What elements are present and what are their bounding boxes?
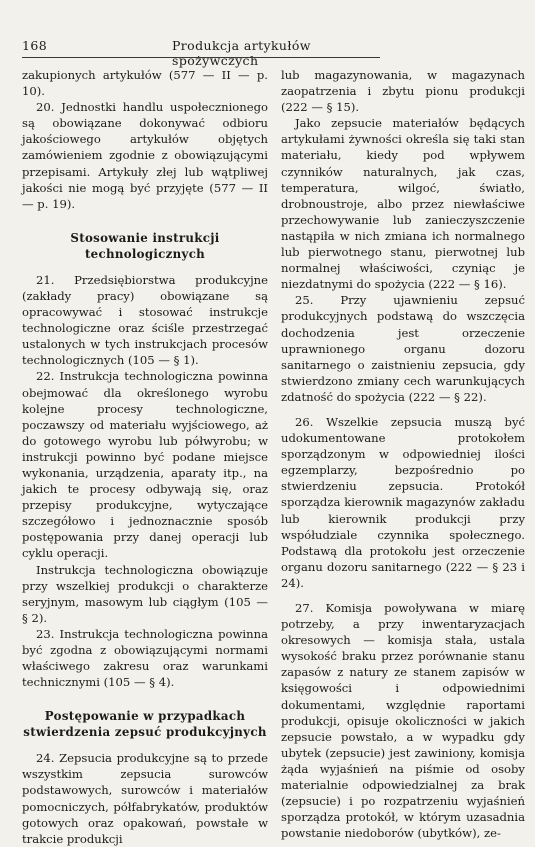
right-column [281, 67, 525, 841]
paragraph-definition: Jako zepsucie materiałów będących artykułami żywności określa się taki stan materiału, kiedy pod wpływem czynników naturalnych, jak czas, temperatura, wilgoć, światło, drobnoustroje, albo przez niewłaściwe przechowywanie lub zanieczyszczenie nastąpiła w nich zmiana ich normalnego lub pierwotnego stanu, pierwotnej lub normalnej właściwości, czyniąc je niezdatnymi do spożycia (222 — § 16). [281, 116, 525, 292]
running-title: Produkcja artykułów spożywczych [172, 38, 311, 68]
section-heading-spoilage: Postępowanie w przypadkach stwierdzenia zepsuć produkcyjnych [23, 709, 267, 740]
header-rule [22, 57, 380, 58]
paragraph-continuation-right: lub magazynowania, w magazynach zaopatrzenia i zbytu pionu produkcji (222 — § 15). [281, 68, 525, 115]
paragraph-22: 22. Instrukcja technologiczna powinna obejmować dla określonego wyrobu kolejne procesy technologiczne, poczawszy od materiału wyjściowego, aż do gotowego wyrobu lub półwyrobu; w instrukcji powinno być podane miejsce wykonania, urządzenia, aparaty itp., na jakich te procesy odbywają się, oraz przepisy produkcyjne, wytyczające szczegółowo i jednoznacznie sposób postępowania przy danej operacji lub cyklu operacji. [22, 369, 268, 561]
paragraph-continuation: zakupionych artykułów (577 — II — p. 10). [22, 68, 268, 99]
paragraph-21: 21. Przedsiębiorstwa produkcyjne (zakłady pracy) obowiązane są opracowywać i stosować instrukcje technologiczne oraz ściśle przestrzegać ustalonych w tych instrukcjach procesów technologicznych (105 — § 1). [22, 272, 268, 368]
paragraph-20: 20. Jednostki handlu uspołecznionego są obowiązane dokonywać odbioru jakościowego artykułów objętych zamówieniem zgodnie z obowiązującymi przepisami. Artykuły złej lub wątpliwej jakości nie mogą być przyjęte (577 — II — p. 19). [22, 100, 268, 211]
page-header [22, 38, 392, 68]
section-heading-instructions: Stosowanie instrukcji technologicznych [70, 230, 220, 261]
paragraph-23: 23. Instrukcja technologiczna powinna być zgodna z obowiązującymi normami właściwego zakresu oraz warunkami technicznymi (105 — § 4). [22, 626, 268, 690]
paragraph-25: 25. Przy ujawnieniu zepsuć produkcyjnych podstawą do wszczęcia dochodzenia jest orzeczenie uprawnionego organu dozoru sanitarnego o zaistnieniu zepsucia, gdy stwierdzono zmiany cech warunkujących zdatność do spożycia (222 — § 22). [281, 293, 525, 404]
left-column [22, 67, 268, 847]
paragraph-24: 24. Zepsucia produkcyjne są to przede wszystkim zepsucia surowców podstawowych, surowców i materiałów pomocniczych, półfabrykatów, produktów gotowych oraz opakowań, powstałe w trakcie produkcji [22, 751, 268, 846]
paragraph-26: 26. Wszelkie zepsucia muszą być udokumentowane protokołem sporządzonym w odpowiedniej ilości egzemplarzy, bezpośrednio po stwierdzeniu zepsucia. Protokół sporządza kierownik magazynów zakładu lub kierownik produkcji przy współudziale czynnika społecznego. Podstawą dla protokołu jest orzeczenie organu dozoru sanitarnego (222 — § 23 i 24). [281, 414, 525, 590]
paragraph-22b: Instrukcja technologiczna obowiązuje przy wszelkiej produkcji o charakterze seryjnym, masowym lub ciągłym (105 — § 2). [22, 562, 268, 625]
page-number: 168 [22, 38, 48, 53]
paragraph-27: 27. Komisja powoływana w miarę potrzeby, a przy inwentaryzacjach okresowych — komisja stała, ustala wysokość braku przez porównanie stanu zapasów z natury ze stanem zapisów w księgowości i odpowiednimi dokumentami, względnie raportami produkcji, opisuje okoliczności w jakich zepsucie powstało, a w wypadku gdy ubytek (zepsucie) jest zawiniony, komisja żąda wyjaśnień na piśmie od osoby materialnie odpowiedzialnej za brak (zepsucie) i po rozpatrzeniu wyjaśnień sporządza protokół, w którym uzasadnia powstanie niedoborów (ubytków), ze- [281, 601, 525, 841]
